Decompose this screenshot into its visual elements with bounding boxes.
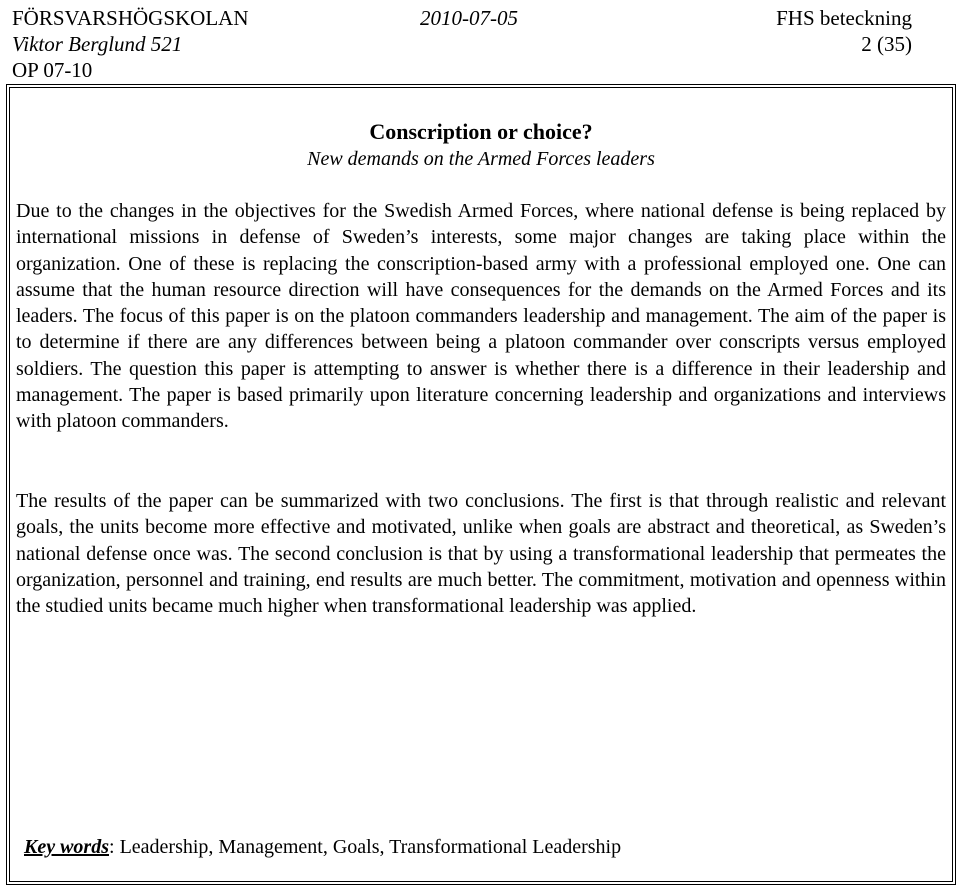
school-name: FÖRSVARSHÖGSKOLAN [12, 6, 249, 30]
document-subtitle: New demands on the Armed Forces leaders [307, 148, 655, 170]
keywords-list: Leadership, Management, Goals, Transformational Leadership [114, 836, 622, 858]
abstract-frame [6, 84, 956, 885]
document-title: Conscription or choice? [369, 119, 593, 144]
keywords-label: Key words [24, 836, 109, 858]
course-code: OP 07-10 [12, 58, 93, 82]
page-header [0, 0, 960, 85]
document-reference: FHS beteckning [776, 6, 912, 30]
abstract-paragraph-1: Due to the changes in the objectives for the Swedish Armed Forces, where national defense is being replaced by international missions in defense of Sweden’s interests, some major changes are taking place within the organization. One of these is replacing the conscription-based army with a professional employed one. One can assume that the human resource direction will have consequences for the demands on the Armed Forces and its leaders. The focus of this paper is on the platoon commanders leadership and management. The aim of the paper is to determine if there are any differences between being a platoon commander over conscripts versus employed soldiers. The question this paper is attempting to answer is whether there is a difference in their leadership and management. The paper is based primarily upon literature concerning leadership and organizations and interviews with platoon commanders. [16, 200, 946, 433]
abstract-paragraph-2: The results of the paper can be summarized with two conclusions. The first is that through realistic and relevant goals, the units become more effective and motivated, unlike when goals are abstract and theoretical, as Sweden’s national defense once was. The second conclusion is that by using a transformational leadership that permeates the organization, personnel and training, end results are much better. The commitment, motivation and openness within the studied units became much higher when transformational leadership was applied. [16, 490, 946, 618]
keywords-line [24, 834, 621, 860]
keywords-separator: : [109, 836, 115, 858]
document-date: 2010-07-05 [420, 6, 518, 30]
page-count: 2 (35) [861, 32, 912, 56]
author-name: Viktor Berglund 521 [12, 32, 183, 56]
